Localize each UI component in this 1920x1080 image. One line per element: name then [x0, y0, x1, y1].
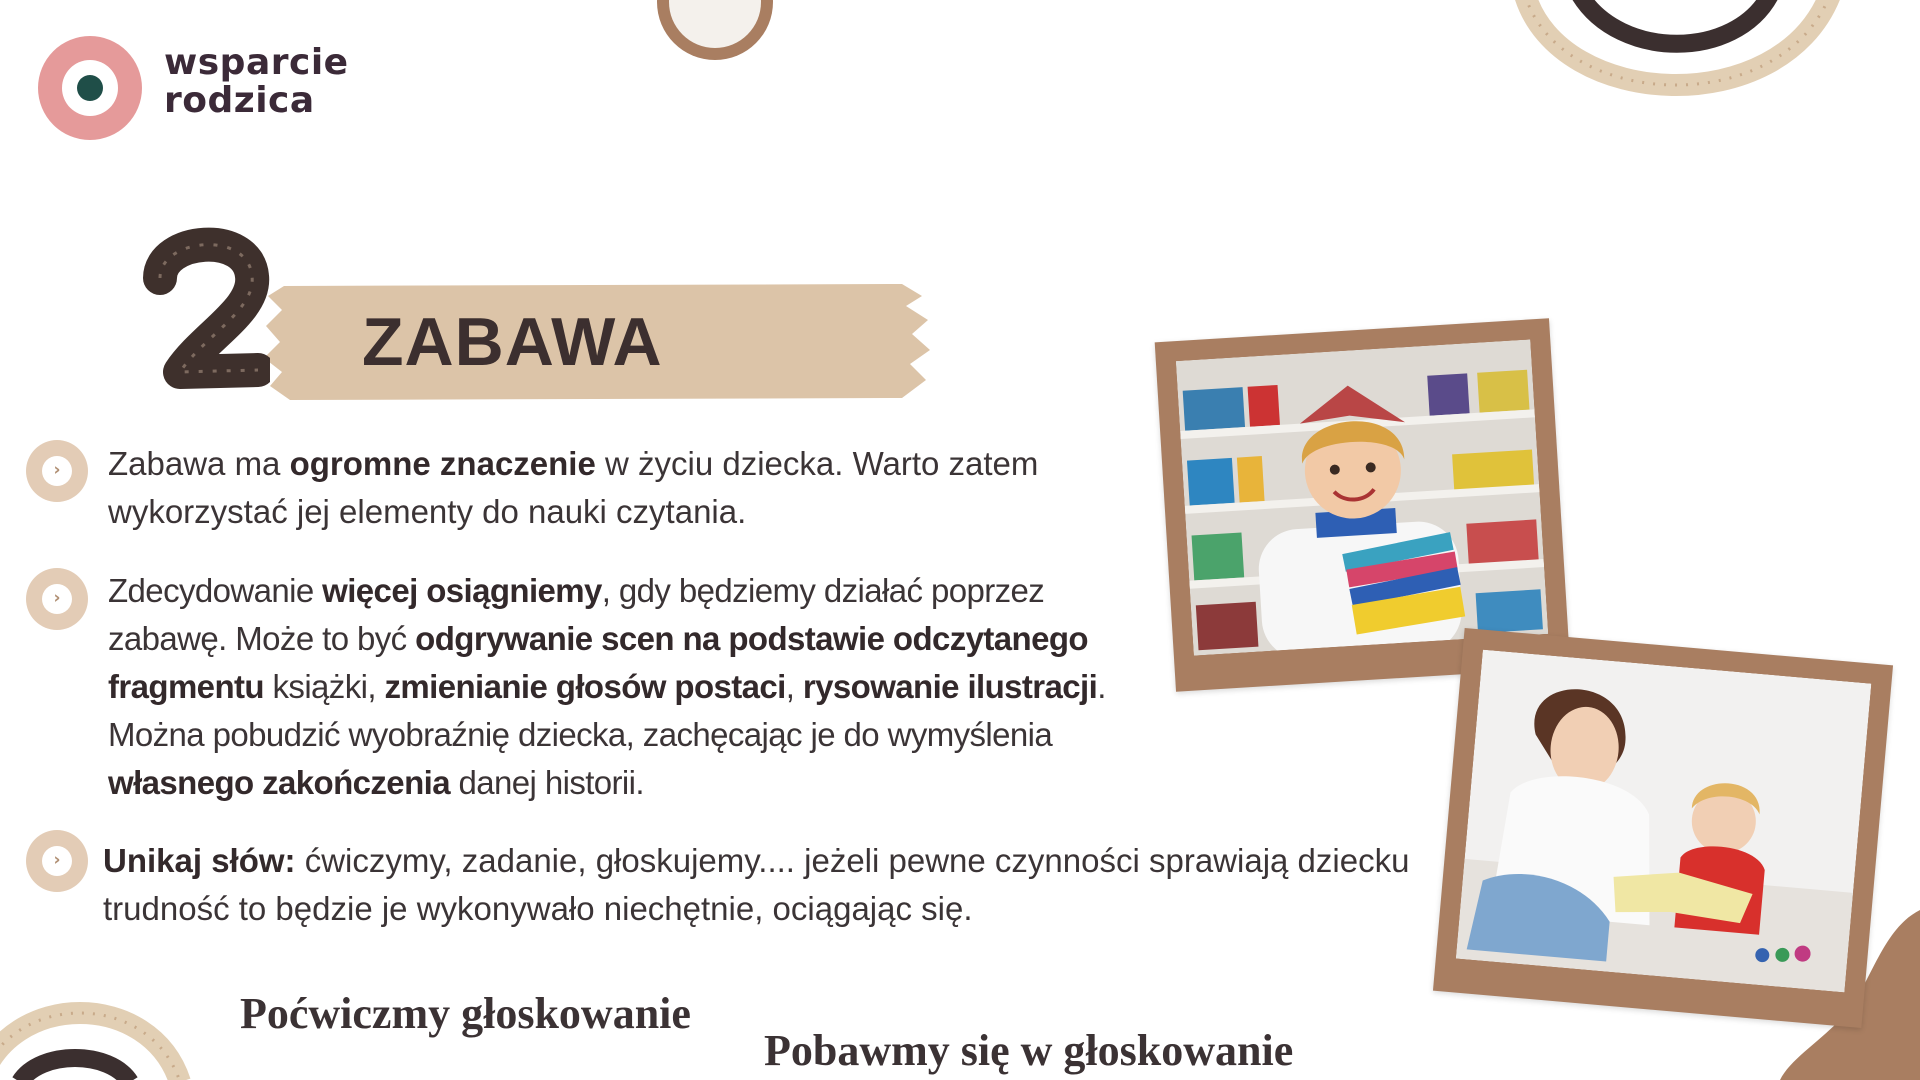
- subheading-play[interactable]: Pobawmy się w głoskowanie: [764, 1026, 1294, 1075]
- bullet-icon-1: [26, 440, 88, 502]
- subheading-practice[interactable]: Poćwiczmy głoskowanie: [240, 989, 691, 1038]
- photo-mother-reading-to-child: [1456, 650, 1872, 993]
- p2-bold-1: więcej osiągniemy: [322, 572, 602, 609]
- p2-text-5: . Można pobudzić wyobraźnię dziecka, zachęcając je do wymyślenia: [108, 668, 1106, 753]
- p1-text-2: w życiu dziecka. Warto zatem wykorzystać jej elementy do nauki czytania.: [108, 445, 1039, 530]
- logo-mark: [38, 36, 142, 140]
- p2-bold-4: rysowanie ilustracji: [802, 668, 1098, 705]
- p2-text-6: danej historii.: [449, 764, 644, 801]
- logo[interactable]: [38, 36, 358, 146]
- section-number-graphic: [140, 220, 270, 400]
- p2-text-3: książki,: [263, 668, 385, 705]
- p1-text-1: Zabawa ma: [108, 445, 290, 482]
- logo-line1: wsparcie: [164, 42, 349, 83]
- p2-bold-3: zmienianie głosów postaci: [384, 668, 786, 705]
- bullet-icon-3: [26, 830, 88, 892]
- paragraph-1: [108, 440, 1118, 536]
- photo-frame-mother-child: [1433, 628, 1893, 1028]
- p2-text-2: , gdy będziemy działać poprzez zabawę. Może to być: [108, 572, 1045, 657]
- top-right-arch-decoration: [1525, 0, 1830, 85]
- top-circle-decoration: [657, 0, 773, 60]
- chevron-right-icon: ›: [53, 460, 61, 480]
- p3-text-1: ćwiczymy, zadanie, głoskujemy.... jeżeli pewne czynności sprawiają dziecku trudność to będzie je wykonywało niechętnie, ociągając się.: [103, 842, 1410, 927]
- p2-text-1: Zdecydowanie: [108, 572, 323, 609]
- p1-bold-1: ogromne znaczenie: [289, 445, 596, 482]
- p2-text-4: ,: [785, 668, 803, 705]
- logo-text: [164, 44, 349, 120]
- section-title: ZABAWA: [362, 304, 663, 380]
- p2-bold-2: odgrywanie scen na podstawie odczytanego fragmentu: [108, 620, 1088, 705]
- paragraph-3: [103, 837, 1433, 933]
- chevron-right-icon: ›: [53, 588, 61, 608]
- logo-line2: rodzica: [164, 80, 315, 121]
- chevron-right-icon: ›: [53, 850, 61, 870]
- bullet-icon-2: [26, 568, 88, 630]
- p3-bold-1: Unikaj słów:: [103, 842, 296, 879]
- photo-child-with-books: [1176, 339, 1548, 655]
- bottom-left-arch-decoration: [0, 1013, 180, 1080]
- p2-bold-5: własnego zakończenia: [108, 764, 450, 801]
- paragraph-2: [108, 567, 1128, 807]
